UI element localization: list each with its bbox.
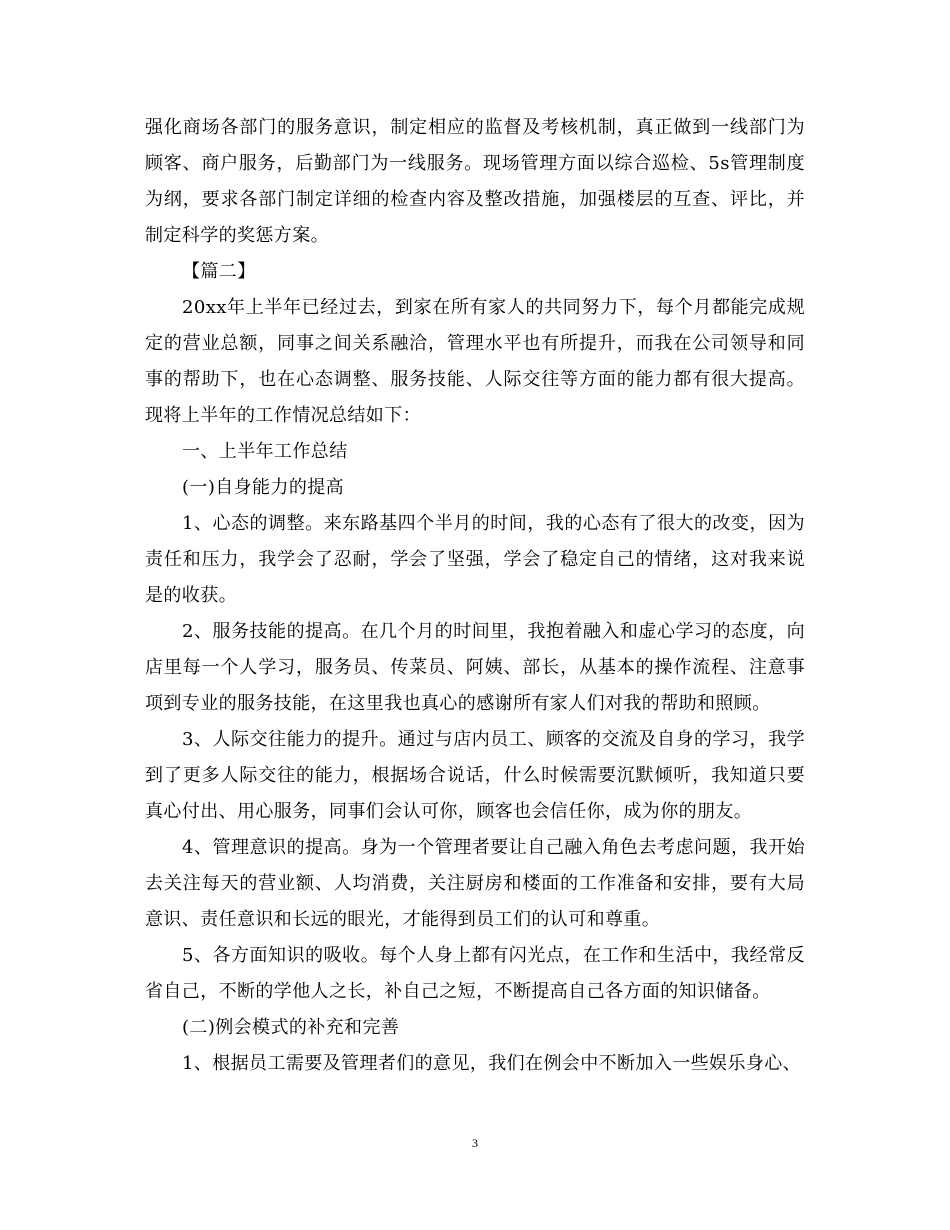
- subheading-meeting-mode: (二)例会模式的补充和完善: [182, 1017, 400, 1038]
- paragraph-meeting-item-1: 1、根据员工需要及管理者们的意见，我们在例会中不断加入一些娱乐身心、: [182, 1053, 802, 1074]
- subheading-self-improvement: (一)自身能力的提高: [182, 477, 345, 498]
- paragraph-item-3: 3、人际交往能力的提升。通过与店内员工、顾客的交流及自身的学习，我学到了更多人际交往的能力，根据场合说话，什么时候需要沉默倾听，我知道只要真心付出、用心服务，同事们会认可你，顾客也会信任你，成为你的朋友。: [145, 729, 805, 822]
- document-body: [145, 110, 805, 1082]
- paragraph-intro: 20xx年上半年已经过去，到家在所有家人的共同努力下，每个月都能完成规定的营业总额，同事之间关系融洽，管理水平也有所提升，而我在公司领导和同事的帮助下，也在心态调整、服务技能、人际交往等方面的能力都有很大提高。现将上半年的工作情况总结如下：: [145, 297, 805, 426]
- paragraph-item-4: 4、管理意识的提高。身为一个管理者要让自己融入角色去考虑问题，我开始去关注每天的营业额、人均消费，关注厨房和楼面的工作准备和安排，要有大局意识、责任意识和长远的眼光，才能得到员工们的认可和尊重。: [145, 837, 805, 930]
- paragraph-1: 强化商场各部门的服务意识，制定相应的监督及考核机制，真正做到一线部门为顾客、商户服务，后勤部门为一线服务。现场管理方面以综合巡检、5s管理制度为纲，要求各部门制定详细的检查内容及整改措施，加强楼层的互查、评比，并制定科学的奖惩方案。: [145, 117, 805, 246]
- section-heading-part-two: 【篇二】: [182, 261, 256, 282]
- paragraph-item-5: 5、各方面知识的吸收。每个人身上都有闪光点，在工作和生活中，我经常反省自己，不断的学他人之长，补自己之短，不断提高自己各方面的知识储备。: [145, 945, 805, 1002]
- paragraph-item-2: 2、服务技能的提高。在几个月的时间里，我抱着融入和虚心学习的态度，向店里每一个人学习，服务员、传菜员、阿姨、部长，从基本的操作流程、注意事项到专业的服务技能，在这里我也真心的感谢所有家人们对我的帮助和照顾。: [145, 621, 805, 714]
- heading-first-half-summary: 一、上半年工作总结: [182, 441, 348, 462]
- paragraph-item-1: 1、心态的调整。来东路基四个半月的时间，我的心态有了很大的改变，因为责任和压力，我学会了忍耐，学会了坚强，学会了稳定自己的情绪，这对我来说是的收获。: [145, 513, 805, 606]
- page-number: 3: [472, 1136, 478, 1150]
